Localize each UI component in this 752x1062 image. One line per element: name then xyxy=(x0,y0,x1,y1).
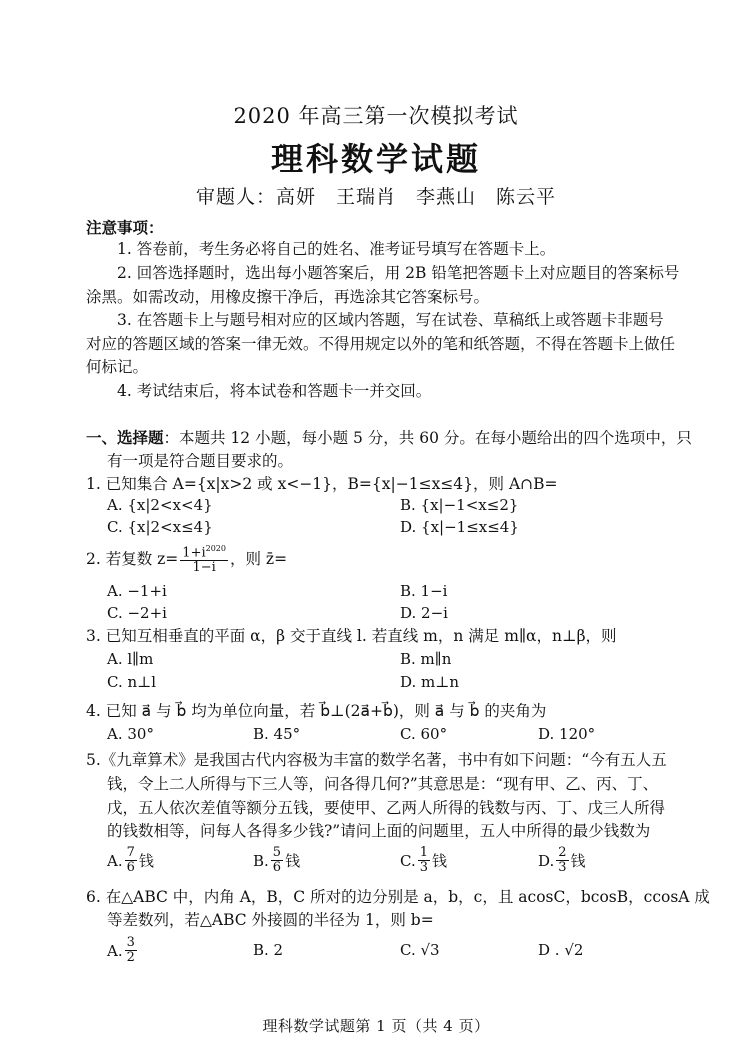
section-heading-label: 一、选择题 xyxy=(86,428,164,447)
option-label: D. xyxy=(538,851,555,870)
question-5-line: 5.《九章算术》是我国古代内容极为丰富的数学名著，书中有如下问题：“今有五人五 xyxy=(86,751,667,769)
question-2-numerator: 1+i xyxy=(182,545,206,561)
note-line: 何标记。 xyxy=(86,358,149,376)
question-3-option-a: A. l∥m xyxy=(107,650,154,668)
note-line: 2. 回答选择题时，选出每小题答案后，用 2B 铅笔把答题卡上对应题目的答案标号 xyxy=(117,264,680,282)
note-line: 3. 在答题卡上与题号相对应的区域内答题，写在试卷、草稿纸上或答题卡非题号 xyxy=(117,311,664,329)
option-label: A. xyxy=(107,941,123,960)
question-4-option-c: C. 60° xyxy=(400,725,448,743)
fraction-denominator: 3 xyxy=(558,860,567,875)
subject-title: 理科数学试题 xyxy=(270,140,481,178)
fraction-numerator: 7 xyxy=(126,845,135,860)
question-3-option-d: D. m⊥n xyxy=(400,673,460,691)
fraction-numerator: 3 xyxy=(126,935,135,950)
option-label: B. xyxy=(253,851,269,870)
question-2-prefix: 2. 若复数 z= xyxy=(86,549,179,568)
section-heading xyxy=(86,427,692,449)
question-2-option-a: A. −1+i xyxy=(107,582,167,600)
option-unit: 钱 xyxy=(432,852,448,870)
question-2-option-c: C. −2+i xyxy=(107,604,167,622)
exam-title: 2020 年高三第一次模拟考试 xyxy=(233,104,519,128)
fraction-numerator: 1 xyxy=(419,845,428,860)
question-3-option-b: B. m∥n xyxy=(400,650,452,668)
option-unit: 钱 xyxy=(138,852,154,870)
note-line: 对应的答题区域的答案一律无效。不得用规定以外的笔和纸答题，不得在答题卡上做任 xyxy=(86,335,676,353)
question-6-line: 6. 在△ABC 中，内角 A，B，C 所对的边分别是 a，b，c，且 acosC，bcosB，ccosA 成 xyxy=(86,888,710,906)
fraction-denominator: 3 xyxy=(419,860,428,875)
question-2-suffix: ，则 z̄= xyxy=(229,549,288,568)
fraction-denominator: 2 xyxy=(126,950,135,965)
question-1-option-d: D. {x|−1≤x≤4} xyxy=(400,518,519,536)
reviewers-line: 审题人：高妍 王瑞肖 李燕山 陈云平 xyxy=(195,186,556,208)
question-5-line: 戊，五人依次差值等额分五钱，要使甲、乙两人所得的钱数与丙、丁、戊三人所得 xyxy=(107,799,666,817)
option-fraction xyxy=(556,846,568,875)
question-2-denominator: 1−i xyxy=(192,560,216,576)
question-1-stem: 1. 已知集合 A={x|x>2 或 x<−1}，B={x|−1≤x≤4}，则 A∩B= xyxy=(86,475,558,493)
question-6-option-d: D . √2 xyxy=(538,941,584,959)
question-2-fraction xyxy=(180,542,228,575)
option-unit: 钱 xyxy=(285,852,301,870)
option-fraction xyxy=(271,846,283,875)
fraction-numerator: 2 xyxy=(558,845,567,860)
question-2-option-d: D. 2−i xyxy=(400,604,448,622)
question-5-line: 的钱数相等，问每人各得多少钱?”请问上面的问题里，五人中所得的最少钱数为 xyxy=(107,822,651,840)
question-3-stem: 3. 已知互相垂直的平面 α，β 交于直线 l. 若直线 m，n 满足 m∥α，n⊥β，则 xyxy=(86,627,617,645)
question-3-option-c: C. n⊥l xyxy=(107,673,157,691)
fraction-denominator: 6 xyxy=(272,860,282,875)
option-label: A. xyxy=(107,851,123,870)
question-1-option-a: A. {x|2<x<4} xyxy=(107,496,213,514)
question-2-option-b: B. 1−i xyxy=(400,582,448,600)
notes-heading: 注意事项： xyxy=(86,218,164,237)
question-5-option-b xyxy=(253,846,300,875)
question-6-option-a xyxy=(107,936,139,965)
question-5-option-d xyxy=(538,846,586,875)
question-6-option-b: B. 2 xyxy=(253,941,284,959)
section-heading-text: ：本题共 12 小题，每小题 5 分，共 60 分。在每小题给出的四个选项中，只 xyxy=(163,429,692,447)
question-4-option-b: B. 45° xyxy=(253,725,301,743)
page-footer: 理科数学试题第 1 页（共 4 页） xyxy=(262,1017,490,1035)
question-4-option-d: D. 120° xyxy=(538,725,596,743)
note-line: 1. 答卷前，考生务必将自己的姓名、准考证号填写在答题卡上。 xyxy=(117,240,556,258)
question-1-option-b: B. {x|−1<x≤2} xyxy=(400,496,519,514)
question-5-option-c xyxy=(400,846,447,875)
question-6-line: 等差数列，若△ABC 外接圆的半径为 1，则 b= xyxy=(107,911,434,929)
question-2-stem xyxy=(86,542,287,575)
option-fraction xyxy=(418,846,430,875)
question-6-option-c: C. √3 xyxy=(400,941,440,959)
question-5-line: 钱，令上二人所得与下三人等，问各得几何?”其意思是：“现有甲、乙、丙、丁、 xyxy=(107,775,659,793)
question-4-option-a: A. 30° xyxy=(107,725,154,743)
question-2-exponent: 2020 xyxy=(205,544,226,553)
note-line: 涂黑。如需改动，用橡皮擦干净后，再选涂其它答案标号。 xyxy=(86,288,490,306)
question-5-option-a xyxy=(107,846,154,875)
fraction-numerator: 5 xyxy=(272,845,282,860)
option-fraction xyxy=(125,936,137,965)
note-line: 4. 考试结束后，将本试卷和答题卡一并交回。 xyxy=(117,382,432,400)
question-4-stem: 4. 已知 a⃗ 与 b⃗ 均为单位向量，若 b⃗⊥(2a⃗+b⃗)，则 a⃗ 与 b⃗ 的夹角为 xyxy=(86,702,547,720)
option-label: C. xyxy=(400,851,416,870)
section-heading-line2: 有一项是符合题目要求的。 xyxy=(107,452,294,470)
option-unit: 钱 xyxy=(570,852,586,870)
fraction-denominator: 6 xyxy=(126,860,135,875)
option-fraction xyxy=(125,846,137,875)
question-1-option-c: C. {x|2<x≤4} xyxy=(107,518,213,536)
